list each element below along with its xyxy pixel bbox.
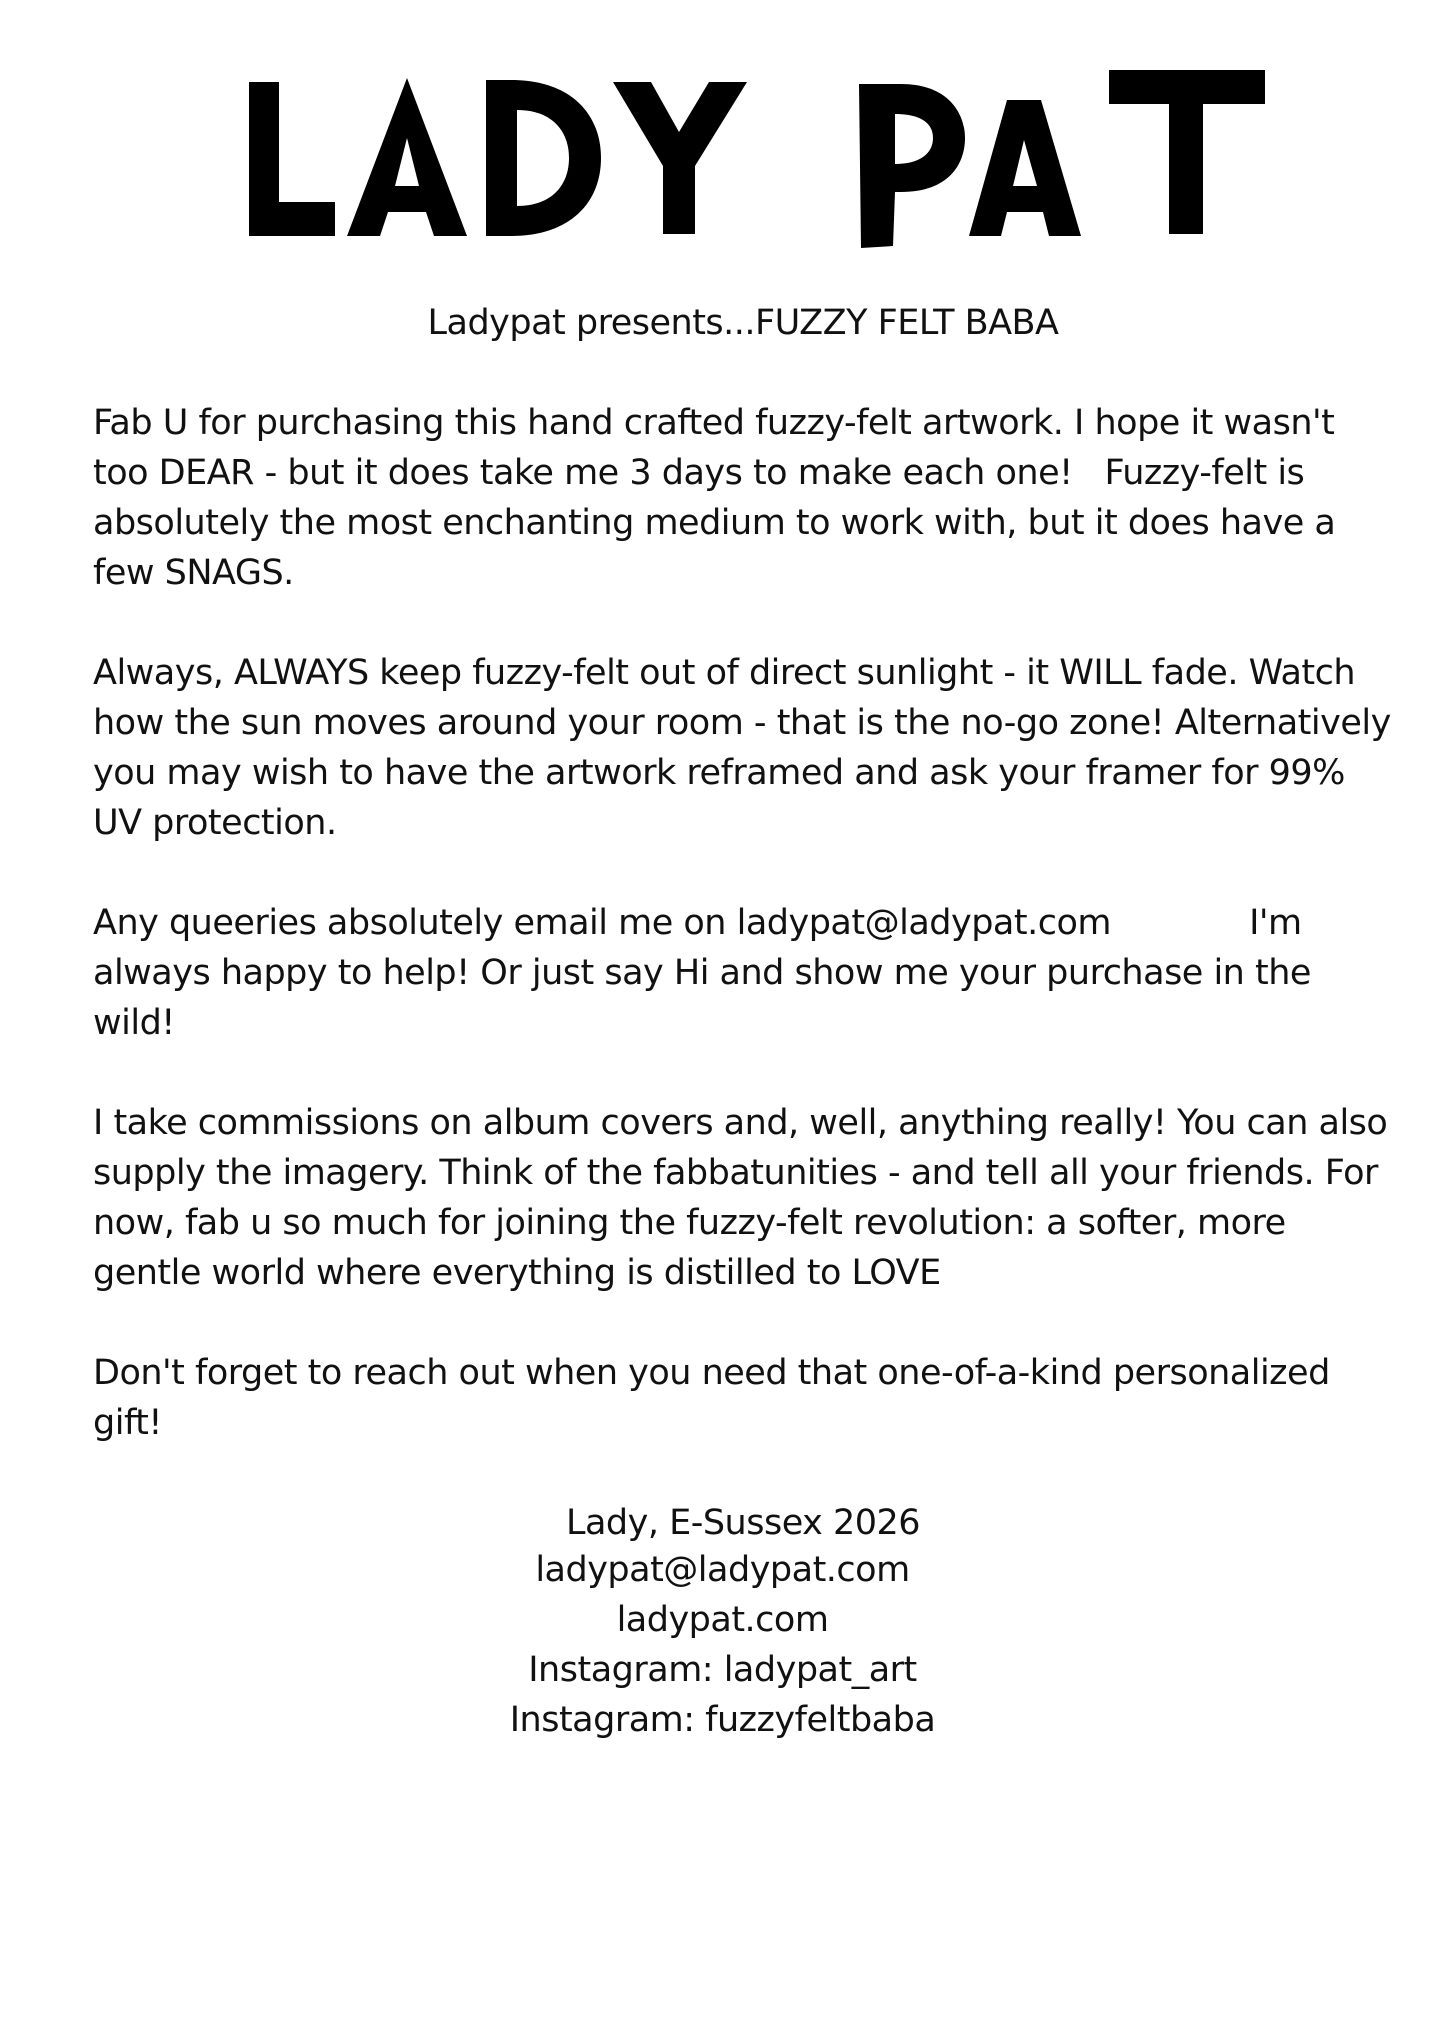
paragraph-sunlight-care: Always, ALWAYS keep fuzzy-felt out of direct sunlight - it WILL fade. Watch how the sun moves around your room - that is the no-go zone! Alternatively you may wish to have the artwork reframed and ask your framer for 99% UV protection.: [93, 653, 1402, 843]
contact-instagram-fuzzyfelt: Instagram: fuzzyfeltbaba: [509, 1700, 936, 1740]
contact-instagram-art: Instagram: ladypat_art: [528, 1650, 917, 1690]
contact-website: ladypat.com: [616, 1600, 829, 1640]
contact-email: ladypat@ladypat.com: [535, 1550, 910, 1590]
letter-heading: Ladypat presents...FUZZY FELT BABA: [427, 303, 1059, 343]
paragraph-gift-reminder: Don't forget to reach out when you need that one-of-a-kind personalized gift!: [93, 1353, 1341, 1443]
letter-body: [93, 298, 1402, 1598]
ladypat-logo: [249, 70, 1265, 248]
paragraph-thanks: Fab U for purchasing this hand crafted fuzzy-felt artwork. I hope it wasn't too DEAR - but it does take me 3 days to make each one! Fuzzy-felt is absolutely the most enchanting medium to work with, but it does have a few SNAGS.: [93, 403, 1346, 593]
contact-block: [0, 1545, 1445, 1745]
signoff: Lady, E-Sussex 2026: [565, 1503, 921, 1543]
paragraph-queries: Any queeries absolutely email me on ladypat@ladypat.com I'm always happy to help! Or just say Hi and show me your purchase in the wild!: [93, 903, 1322, 1043]
paragraph-commissions: I take commissions on album covers and, well, anything really! You can also supply the imagery. Think of the fabbatunities - and tell all your friends. For now, fab u so much for joining the fuzzy-felt revolution: a softer, more gentle world where everything is distilled to LOVE: [93, 1103, 1398, 1293]
